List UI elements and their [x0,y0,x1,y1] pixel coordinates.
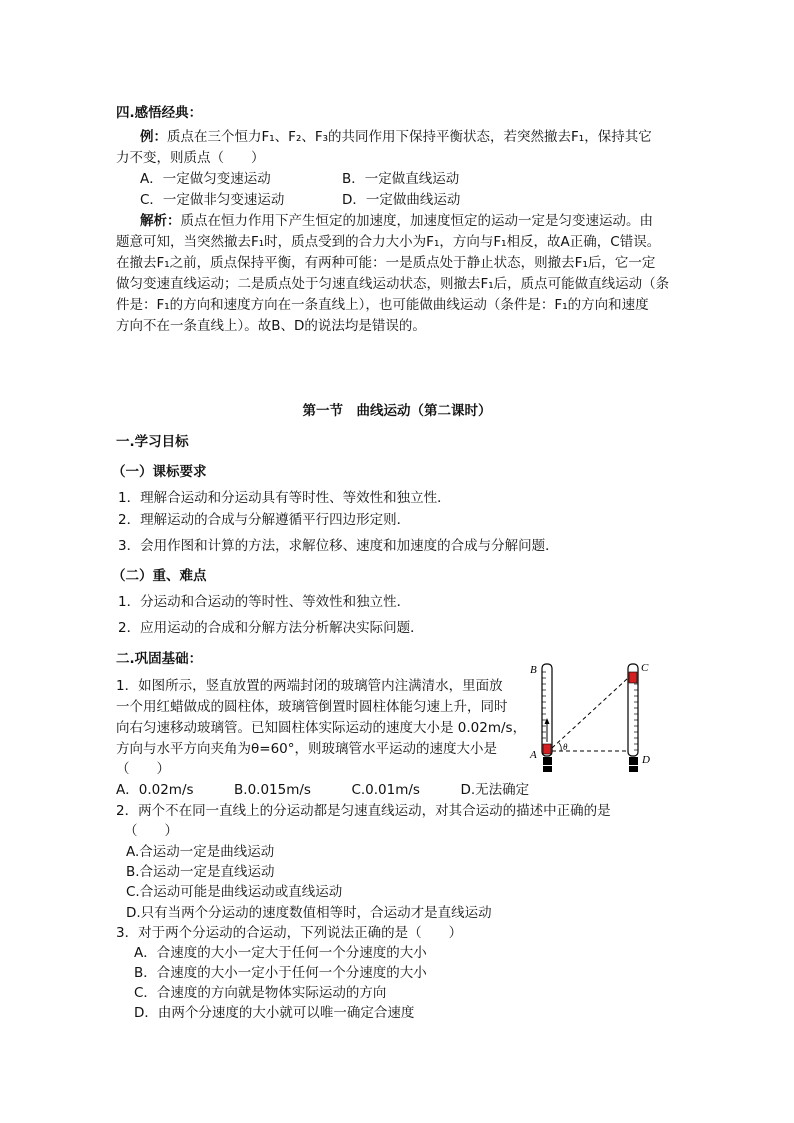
example-line-2: 力不变，则质点（ ） [116,150,265,166]
analysis-line-6: 方向不在一条直线上）。故B、D的说法均是错误的。 [116,318,426,334]
q1-line-5: （ ） [116,761,170,777]
option-b: B．一定做直线运动 [342,171,460,187]
q2-option-d: D.只有当两个分运动的速度数值相等时，合运动才是直线运动 [126,905,492,921]
option-a: A．一定做匀变速运动 [140,171,271,187]
q2-line-2: （ ） [124,823,178,839]
goal-item-3: 3．会用作图和计算的方法，求解位移、速度和加速度的合成与分解问题． [118,538,559,554]
red-cylinder-c [629,672,637,683]
q2-option-c: C.合运动可能是曲线运动或直线运动 [126,884,343,900]
analysis-line-5: 件是：F₁的方向和速度方向在一条直线上），也可能做曲线运动（条件是：F₁的方向和速度 [116,297,649,313]
red-cylinder-a [543,744,551,754]
section-title: 第一节 曲线运动（第二课时） [302,403,492,419]
goal-item-1: 1．理解合运动和分运动具有等时性、等效性和独立性． [118,490,451,506]
left-glass-tube [542,664,552,772]
analysis-line-1 [140,211,653,231]
example-label: 例： [140,129,167,145]
goals-sub2: （二）重、难点 [112,568,207,584]
goal-item-4: 1．分运动和合运动的等时性、等效性和独立性． [118,594,411,610]
q3-option-c: C．合速度的方向就是物体实际运动的方向 [134,985,387,1001]
goal-item-2: 2．理解运动的合成与分解遵循平行四边形定则． [118,512,411,528]
label-d: D [642,754,650,766]
diagonal-path-line [552,678,628,748]
label-c: C [641,662,649,674]
analysis-text: 质点在恒力作用下产生恒定的加速度，加速度恒定的运动一定是匀变速运动。由 [180,213,653,229]
q2-option-b: B.合运动一定是直线运动 [126,864,275,880]
q2-line-1: 2．两个不在同一直线上的分运动都是匀速直线运动，对其合运动的描述中正确的是 [116,803,611,819]
q1-line-3: 向右匀速移动玻璃管。已知圆柱体实际运动的速度大小是 0.02m/s， [116,720,527,736]
label-b: B [530,664,537,676]
analysis-line-2: 题意可知，当突然撤去F₁时，质点受到的合力大小为F₁，方向与F₁相反，故A正确，C错误。 [116,234,661,250]
label-theta: θ [563,742,568,752]
option-d: D．一定做曲线运动 [342,192,461,208]
q3-option-d: D．由两个分速度的大小就可以唯一确定合速度 [134,1005,415,1021]
example-question: 质点在三个恒力F₁、F₂、F₃的共同作用下保持平衡状态，若突然撤去F₁，保持其它 [167,129,652,145]
q1-options: A．0.02m/s B.0.015m/s C.0.01m/s D.无法确定 [116,782,530,798]
q2-option-a: A.合运动一定是曲线运动 [126,844,275,860]
q3-line-1: 3．对于两个分运动的合运动，下列说法正确的是（ ） [116,925,463,941]
example-line-1 [140,127,652,147]
analysis-line-3: 在撤去F₁之前，质点保持平衡，有两种可能：一是质点处于静止状态，则撤去F₁后，它一定 [116,255,656,271]
q3-option-a: A．合速度的大小一定大于任何一个分速度的大小 [134,945,427,961]
angle-arc [559,743,561,751]
glass-tube-figure [526,660,666,776]
goals-heading: 一.学习目标 [116,434,189,450]
basics-heading: 二.巩固基础： [116,651,203,667]
q1-line-2: 一个用红蜡做成的圆柱体，玻璃管倒置时圆柱体能匀速上升，同时 [116,699,508,715]
q3-option-b: B．合速度的大小一定小于任何一个分速度的大小 [134,965,427,981]
tube-base-right [629,757,638,765]
analysis-line-4: 做匀变速直线运动；二是质点处于匀速直线运动状态，则撤去F₁后，质点可能做直线运动（条 [116,276,670,292]
tube-stand-left [543,766,552,772]
tube-base-left [543,757,552,765]
analysis-label: 解析： [140,213,181,229]
label-a: A [530,749,537,761]
goals-sub1: （一）课标要求 [112,464,207,480]
section4-heading: 四.感悟经典： [116,105,203,121]
q1-line-4: 方向与水平方向夹角为θ=60°，则玻璃管水平运动的速度大小是 [116,741,497,757]
option-c: C．一定做非匀变速运动 [140,192,285,208]
goal-item-5: 2．应用运动的合成和分解方法分析解决实际问题． [118,620,424,636]
q1-line-1: 1．如图所示，竖直放置的两端封闭的玻璃管内注满清水，里面放 [116,678,503,694]
tube-stand-right [629,766,638,772]
right-glass-tube [628,664,638,772]
